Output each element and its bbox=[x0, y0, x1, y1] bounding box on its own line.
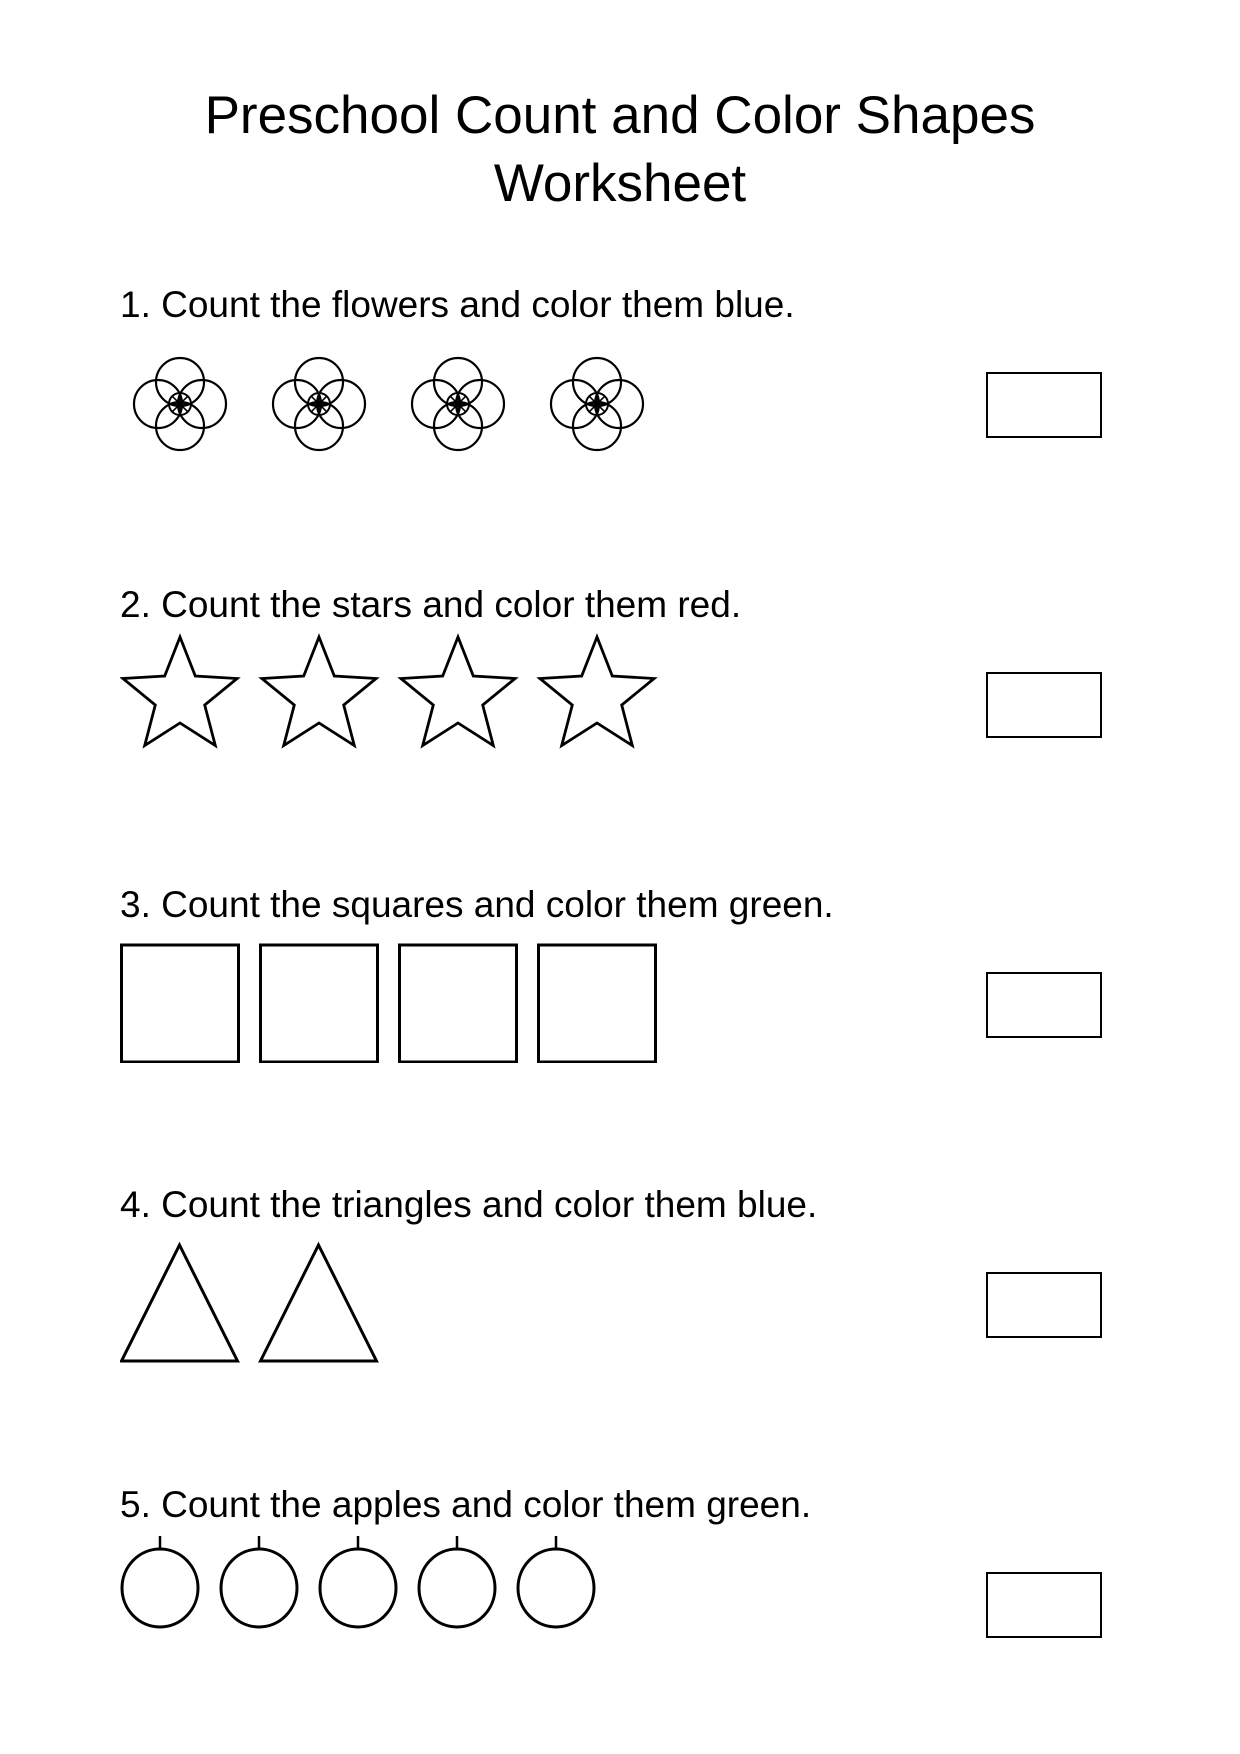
star-shape-1 bbox=[123, 637, 237, 746]
question-3 bbox=[120, 883, 1120, 1063]
question-1-answer-box[interactable] bbox=[986, 372, 1102, 438]
question-4-answer-box[interactable] bbox=[986, 1272, 1102, 1338]
triangle-shape-1 bbox=[122, 1245, 238, 1361]
flower-shape-1 bbox=[134, 358, 226, 450]
question-4-shapes bbox=[120, 1183, 840, 1363]
question-2-shapes bbox=[120, 583, 840, 763]
worksheet-title-line-1: Preschool Count and Color Shapes bbox=[204, 86, 1036, 145]
worksheet-title bbox=[0, 82, 1240, 218]
square-shape-4 bbox=[539, 945, 656, 1062]
question-5 bbox=[120, 1483, 1120, 1663]
apple-shape-5 bbox=[518, 1536, 594, 1627]
question-3-prompt: 3. Count the squares and color them green. bbox=[120, 884, 834, 925]
star-shape-2 bbox=[262, 637, 376, 746]
question-3-answer-box[interactable] bbox=[986, 972, 1102, 1038]
worksheet-title-line-2: Worksheet bbox=[493, 154, 747, 213]
question-5-answer-box[interactable] bbox=[986, 1572, 1102, 1638]
apple-shape-4 bbox=[419, 1536, 495, 1627]
flower-shape-3 bbox=[412, 358, 504, 450]
question-4 bbox=[120, 1183, 1120, 1363]
apple-shape-2 bbox=[221, 1536, 297, 1627]
square-shape-1 bbox=[122, 945, 239, 1062]
apple-shape-3 bbox=[320, 1536, 396, 1627]
flower-shape-4 bbox=[551, 358, 643, 450]
flower-shape-2 bbox=[273, 358, 365, 450]
question-3-shapes bbox=[120, 883, 840, 1063]
question-2 bbox=[120, 583, 1120, 763]
star-shape-3 bbox=[401, 637, 515, 746]
question-2-answer-box[interactable] bbox=[986, 672, 1102, 738]
question-5-shapes bbox=[120, 1483, 840, 1663]
apple-shape-1 bbox=[122, 1536, 198, 1627]
question-1-shapes bbox=[120, 283, 840, 453]
question-2-prompt: 2. Count the stars and color them red. bbox=[120, 584, 742, 625]
question-5-prompt: 5. Count the apples and color them green. bbox=[120, 1484, 812, 1525]
square-shape-3 bbox=[400, 945, 517, 1062]
triangle-shape-2 bbox=[261, 1245, 377, 1361]
question-1-prompt: 1. Count the flowers and color them blue. bbox=[120, 284, 795, 325]
question-4-prompt: 4. Count the triangles and color them blue. bbox=[120, 1184, 818, 1225]
star-shape-4 bbox=[540, 637, 654, 746]
square-shape-2 bbox=[261, 945, 378, 1062]
question-1 bbox=[120, 283, 1120, 453]
